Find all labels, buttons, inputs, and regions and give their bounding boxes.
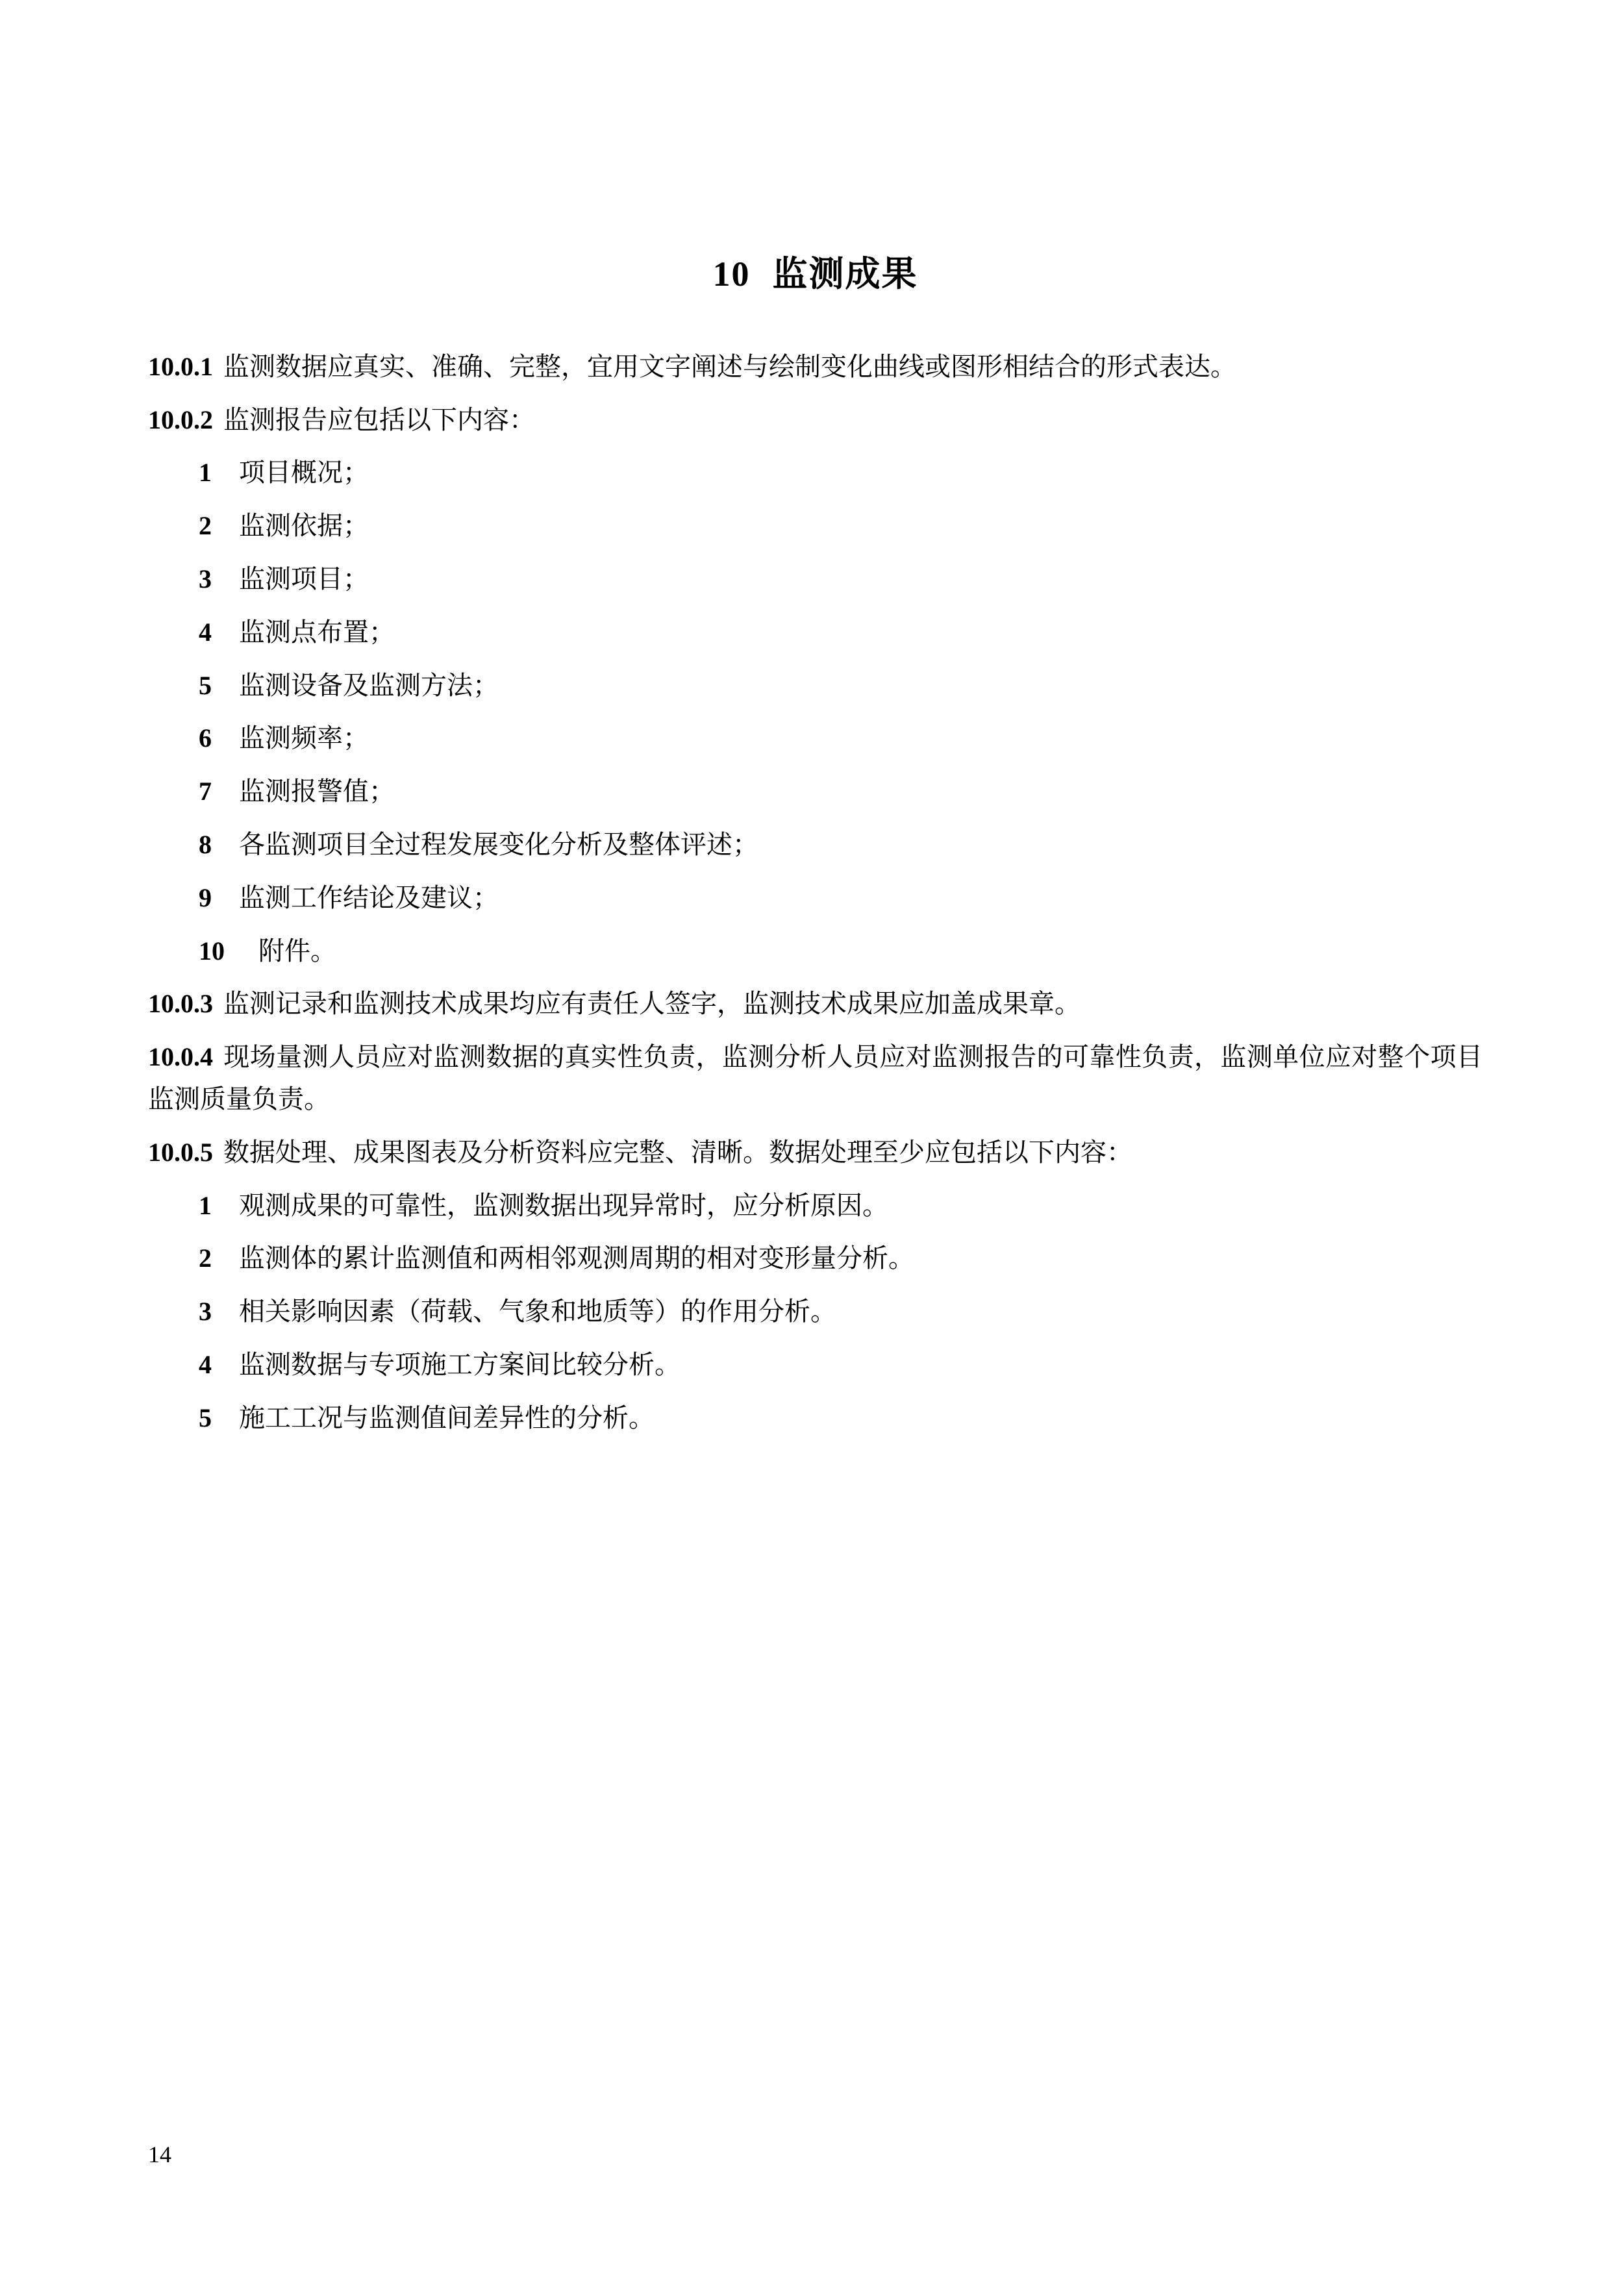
chapter-heading bbox=[148, 253, 1482, 295]
clause-10-0-2 bbox=[148, 399, 1482, 442]
clause-label: 10.0.4 bbox=[148, 1042, 213, 1072]
list-item-text: 各监测项目全过程发展变化分析及整体评述； bbox=[239, 829, 758, 859]
list-item-text: 观测成果的可靠性，监测数据出现异常时，应分析原因。 bbox=[239, 1190, 888, 1220]
list-item-index: 2 bbox=[199, 511, 212, 541]
chapter-number: 10 bbox=[712, 255, 751, 293]
list-item bbox=[148, 771, 1482, 813]
list-item-text: 监测报警值； bbox=[239, 777, 395, 806]
list-item bbox=[148, 718, 1482, 760]
list-item-text: 监测工作结论及建议； bbox=[239, 882, 499, 912]
chapter-title-text: 监测成果 bbox=[772, 255, 918, 293]
clause-text: 现场量测人员应对监测数据的真实性负责，监测分析人员应对监测报告的可靠性负责，监测单位应对整个项目监测质量负责。 bbox=[148, 1042, 1482, 1114]
list-item-text: 项目概况； bbox=[239, 458, 369, 488]
list-item bbox=[148, 930, 1482, 973]
list-item bbox=[148, 877, 1482, 919]
list-item bbox=[148, 452, 1482, 494]
list-item bbox=[148, 612, 1482, 654]
list-item-text: 监测项目； bbox=[239, 564, 369, 593]
list-item bbox=[148, 1397, 1482, 1440]
list-item-text: 监测体的累计监测值和两相邻观测周期的相对变形量分析。 bbox=[239, 1243, 914, 1273]
page-number: 14 bbox=[148, 2141, 171, 2167]
list-item-text: 监测点布置； bbox=[239, 617, 395, 647]
list-item bbox=[148, 824, 1482, 866]
list-item-text: 附件。 bbox=[258, 936, 336, 966]
list-item-index: 7 bbox=[199, 777, 212, 806]
list-item-index: 1 bbox=[199, 1190, 212, 1220]
clause-text: 监测数据应真实、准确、完整，宜用文字阐述与绘制变化曲线或图形相结合的形式表达。 bbox=[223, 351, 1236, 381]
clause-label: 10.0.3 bbox=[148, 989, 213, 1019]
list-item-text: 监测依据； bbox=[239, 511, 369, 541]
list-item-text: 监测数据与专项施工方案间比较分析。 bbox=[239, 1349, 681, 1379]
list-item-index: 1 bbox=[199, 458, 212, 488]
list-item bbox=[148, 1185, 1482, 1227]
list-item-index: 8 bbox=[199, 829, 212, 859]
list-item-index: 10 bbox=[199, 936, 225, 966]
clause-10-0-1 bbox=[148, 346, 1482, 388]
list-item-index: 2 bbox=[199, 1243, 212, 1273]
list-item bbox=[148, 1344, 1482, 1386]
clause-text: 监测报告应包括以下内容： bbox=[223, 405, 535, 434]
list-item-text: 监测设备及监测方法； bbox=[239, 670, 499, 700]
list-item-text: 相关影响因素（荷载、气象和地质等）的作用分析。 bbox=[239, 1297, 836, 1327]
list-item-index: 3 bbox=[199, 1297, 212, 1327]
page-content bbox=[148, 253, 1482, 1451]
clause-10-0-3 bbox=[148, 983, 1482, 1025]
clause-label: 10.0.5 bbox=[148, 1137, 213, 1167]
list-item-index: 3 bbox=[199, 564, 212, 593]
list-item bbox=[148, 1291, 1482, 1333]
list-item-index: 4 bbox=[199, 617, 212, 647]
list-item-index: 4 bbox=[199, 1349, 212, 1379]
list-item-index: 5 bbox=[199, 1403, 212, 1432]
list-item bbox=[148, 558, 1482, 601]
list-item-index: 6 bbox=[199, 723, 212, 753]
list-item-text: 监测频率； bbox=[239, 723, 369, 753]
clause-label: 10.0.2 bbox=[148, 405, 213, 434]
list-item-text: 施工工况与监测值间差异性的分析。 bbox=[239, 1403, 655, 1432]
list-item-index: 5 bbox=[199, 670, 212, 700]
list-item bbox=[148, 665, 1482, 707]
clause-label: 10.0.1 bbox=[148, 351, 213, 381]
list-item-index: 9 bbox=[199, 882, 212, 912]
list-item bbox=[148, 1238, 1482, 1280]
clause-text: 数据处理、成果图表及分析资料应完整、清晰。数据处理至少应包括以下内容： bbox=[223, 1137, 1132, 1167]
clause-10-0-4 bbox=[148, 1036, 1482, 1121]
list-item bbox=[148, 505, 1482, 547]
clause-text: 监测记录和监测技术成果均应有责任人签字，监测技术成果应加盖成果章。 bbox=[223, 989, 1081, 1019]
clause-10-0-5 bbox=[148, 1132, 1482, 1174]
